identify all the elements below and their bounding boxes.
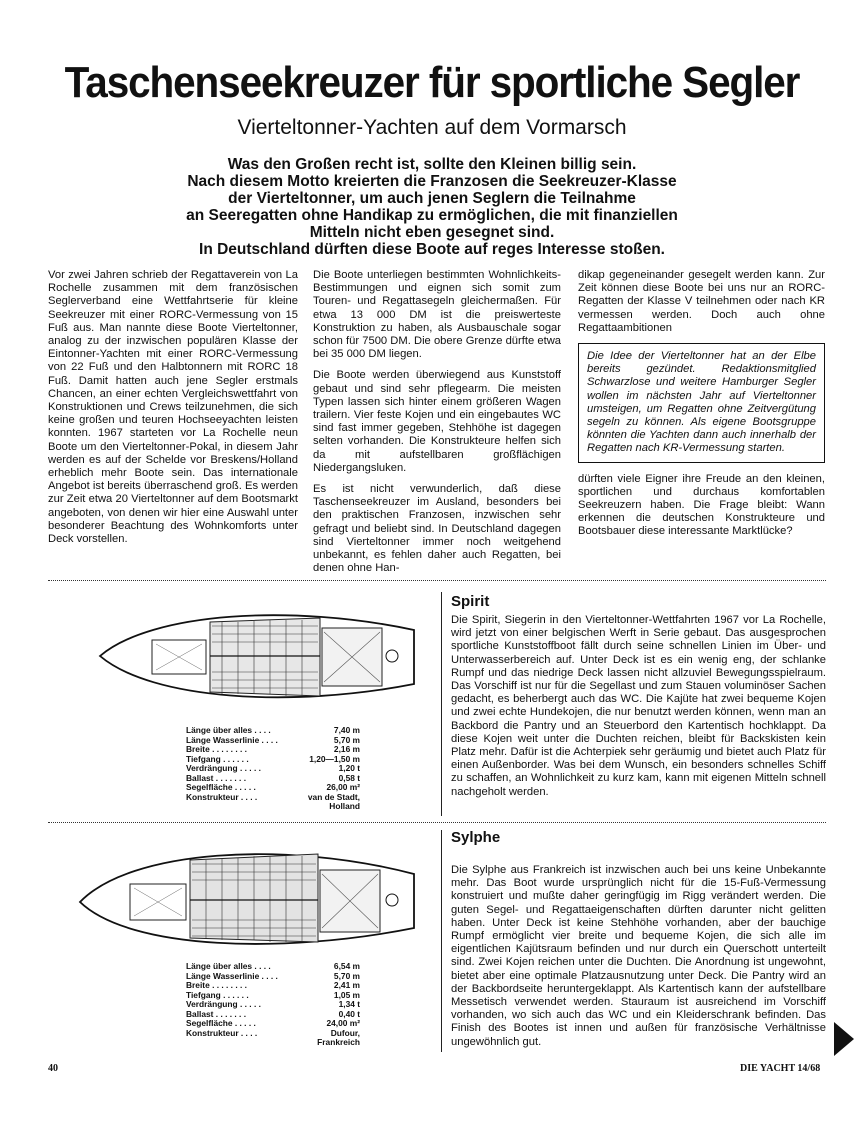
intro-line: In Deutschland dürften diese Boote auf reges Interesse stoßen. <box>199 241 665 258</box>
spec-value: Frankreich <box>317 1037 360 1047</box>
column-2 <box>313 269 561 583</box>
spec-row <box>186 755 360 765</box>
spec-label: Länge Wasserlinie . . . . <box>186 735 278 745</box>
spec-value: 5,70 m <box>333 970 360 981</box>
spec-label: Verdrängung . . . . . <box>186 764 261 773</box>
paragraph: Es ist nicht verwunderlich, daß diese Taschenseekreuzer im Ausland, besonders bei den praktischen Franzosen, inzwischen sehr gefragt und beliebt sind. In Deutschland dagegen sind Vierteltonner immer noch weitgehend unbekannt, es fehlen daher auch Regatten, bei denen ohne Han- <box>313 483 561 575</box>
page-number: 40 <box>48 1063 58 1074</box>
spec-value: Holland <box>329 801 360 811</box>
spec-value: van de Stadt, <box>307 791 360 802</box>
spec-label: Breite . . . . . . . . <box>186 981 247 990</box>
column-rule <box>441 830 442 1052</box>
spec-value: 2,41 m <box>333 980 360 990</box>
spec-value: 24,00 m² <box>326 1018 360 1028</box>
spec-value: Dufour, <box>330 1027 360 1038</box>
section-divider <box>48 580 826 581</box>
paragraph: Die Boote unterliegen bestimmten Wohnlichkeits-Bestimmungen und eignen sich somit zum Touren- und Regattasegeln gleichermaßen. Für etwa 13 000 DM ist die preiswerteste Konstruktion zu haben, als Ausbauschale sogar schon für 7500 DM. Die obere Grenze dürfte etwa bei 35 000 DM liegen. <box>313 269 561 361</box>
magazine-folio: DIE YACHT 14/68 <box>740 1063 821 1074</box>
spec-label: Segelfläche . . . . . <box>186 1019 256 1028</box>
spec-row <box>186 1038 360 1048</box>
spec-label <box>186 1038 296 1048</box>
column-rule <box>441 592 442 816</box>
headline: Taschenseekreuzer für sportliche Segler <box>64 58 800 107</box>
spec-label: Breite . . . . . . . . <box>186 745 247 754</box>
spec-label: Länge Wasserlinie . . . . <box>186 971 278 981</box>
intro-line: Mitteln nicht eben gesegnet sind. <box>309 224 555 241</box>
paragraph: dürften viele Eigner ihre Freude an den kleinen, sportlichen und durchaus komfortablen Seekreuzern haben. Die Frage bleibt: Wann erkennen die deutschen Konstrukteure und Bootsbauer diese interessante Marktlücke? <box>578 472 825 538</box>
spec-label <box>186 802 296 812</box>
spec-label: Konstrukteur . . . . <box>186 1028 258 1038</box>
intro-line: Was den Großen recht ist, sollte den Kleinen billig sein. <box>227 156 637 173</box>
spec-row <box>186 764 360 774</box>
spec-row <box>186 1000 360 1010</box>
spirit-specifications <box>186 726 360 812</box>
spec-label: Segelfläche . . . . . <box>186 783 256 792</box>
spec-label: Verdrängung . . . . . <box>186 1000 261 1009</box>
paragraph: dikap gegeneinander gesegelt werden kann. Zur Zeit können diese Boote bei uns nur an RORC-Regatten der Klasse V teilnehmen oder nach KR vermessen werden. Doch auch ohne Regattaambitionen <box>578 269 825 334</box>
spec-value: 1,05 m <box>333 989 360 1000</box>
spirit-title: Spirit <box>451 593 490 610</box>
spec-label: Ballast . . . . . . . <box>186 1009 247 1019</box>
spec-value: 2,16 m <box>333 744 360 754</box>
spec-value: 6,54 m <box>333 961 360 971</box>
spec-label: Länge über alles . . . . <box>186 726 271 735</box>
paragraph: Die Boote werden überwiegend aus Kunststoff gebaut und sind sehr pflegearm. Die meisten Typen lassen sich hinter einem größeren Wagen trailern. Vier feste Kojen und ein eingebautes WC sind fast immer gegeben, Stehhöhe ist dagegen selten vorhanden. Die Konstrukteure helfen sich da mit aufstellbaren großflächigen Niedergangsluken. <box>313 369 561 474</box>
intro-line: der Vierteltonner, um auch jenen Seglern die Teilnahme <box>228 190 636 207</box>
paragraph: Vor zwei Jahren schrieb der Regattaverein von La Rochelle zusammen mit dem französischen Seglerverband eine Wettfahrtserie für kleine Seekreuzer mit einer RORC-Vermessung von 15 Fuß aus. Man nannte diese Boote Vierteltonner, analog zu der inzwischen populären Klasse der Eintonner-Yachten mit einer RORC-Vermessung von 22 Fuß und den Halbtonnern mit RORC 18 Fuß. Damit hatten auch jene Segler erstmals Chancen, an einer echten Vergleichswettfahrt von Konstruktionen und Crews teilzunehmen, die sich keine großen und teuren Hochseeyachten leisten konnten. 1967 starteten vor La Rochelle neun Boote um den Vierteltonner-Pokal, in diesem Jahr werden es auf der Schelde vor Breskens/Holland erheblich mehr Boote sein. Das internationale Angebot ist bereits überraschend groß. Es werden zur Zeit etwa 20 Vierteltonner auf dem Bootsmarkt angeboten, von denen wir hier eine Auswahl unter besonderer Beachtung des Wohnkomforts unter Deck vorstellen. <box>48 269 298 546</box>
sylphe-title: Sylphe <box>451 829 501 846</box>
sylphe-description: Die Sylphe aus Frankreich ist inzwischen auch bei uns keine Unbekannte mehr. Das Boot wurde ursprünglich nicht für die 15-Fuß-Vermessung konstruiert und mußte daher geringfügig im Rigg verändert werden. Die guten Segel- und Regattaeigenschaften dürften darunter nicht gelitten haben. Unter Deck ist keine Stehhöhe vorhanden, aber der bauchige Rumpf ermöglicht vier breite und bequeme Kojen, die sich alle im eigentlichen Kajütsraum befinden und nur durch ein Querschott unterteilt sind. Zwei Kojen reichen unter die Duchten. Die Anordnung ist ungewohnt, bietet aber eine optimale Platzausnutzung unter Deck. Die Pantry wird an der Backbordseite heruntergeklappt. Als Kartentisch kann der aufstellbare Messetisch verwendet werden. Stauraum ist ausreichend im Vorschiff vorhanden, wo sich auch das WC und ein Kleiderschrank befinden. Das Finish des Bootes ist innen und außen für französische Verhältnisse ungewöhnlich gut. <box>451 864 826 1048</box>
spec-row <box>186 991 360 1001</box>
spec-label: Länge über alles . . . . <box>186 962 271 971</box>
spec-value: 7,40 m <box>333 725 360 735</box>
intro-line: an Seeregatten ohne Handikap zu ermöglichen, die mit finanziellen <box>186 207 678 224</box>
column-3 <box>578 269 825 547</box>
continue-arrow-icon <box>834 1022 854 1056</box>
column-1 <box>48 269 298 554</box>
spec-row <box>186 802 360 812</box>
editorial-note-box: Die Idee der Vierteltonner hat an der Elbe bereits gezündet. Redaktionsmitglied Schwarzlose und weitere Hamburger Segler wollen im nächsten Jahr auf Vierteltonner umsteigen, um Regatten ohne Zeitvergütung segeln zu können. Als eigene Bootsgruppe könnten die Yachten dann auch innerhalb der Regatten nach KR-Vermessung starten. <box>578 343 825 463</box>
intro-text <box>140 156 724 258</box>
spec-value: 0,58 t <box>338 772 360 783</box>
spec-value: 1,20 t <box>338 763 360 773</box>
section-divider <box>48 822 826 823</box>
spec-value: 1,34 t <box>338 999 360 1009</box>
spec-value: 0,40 t <box>338 1008 360 1019</box>
spirit-description: Die Spirit, Siegerin in den Vierteltonner-Wettfahrten 1967 vor La Rochelle, wird jetzt von einer belgischen Werft in Serie gebaut. Das ausgesprochen sportliche Kunststoffboot fällt durch seine schnellen Linien im Über- und Unterwasserbereich auf. Unter Deck ist es ein wenig eng, der schlanke Rumpf und das niedrige Deck lassen nicht allzuviel Bewegungsspielraum. Das Vorschiff ist nur für die Segellast und zum Stauen voluminöser Sachen gedacht, es beherbergt auch das WC. Die Kajüte hat zwei bequeme Kojen und zwei echte Hundekojen, die nur benutzt werden können, wenn man an Backbord die Pantry und an Steuerbord den Kartentisch hochklappt. Da diese Kojen weit unter die Duchten reichen, bleibt für Backskisten kein Platz mehr. Dafür ist die Achterpiek sehr geräumig und bietet auch Platz für einen Außenborder. Was bei dem Wunsch, ein besonders schnelles Schiff zu schaffen, an Wohnlichkeit zu kurz kam, kann mit eigenen Mitteln schnell nachgeholt werden. <box>451 614 826 798</box>
sylphe-deck-plan <box>74 838 420 956</box>
spec-label: Tiefgang . . . . . . <box>186 990 249 1000</box>
spec-label: Konstrukteur . . . . <box>186 792 258 802</box>
spec-label: Tiefgang . . . . . . <box>186 754 249 764</box>
spec-value: 26,00 m² <box>326 782 360 792</box>
spec-value: 5,70 m <box>333 734 360 745</box>
spec-label: Ballast . . . . . . . <box>186 773 247 783</box>
spec-value: 1,20—1,50 m <box>309 753 360 764</box>
sylphe-specifications <box>186 962 360 1048</box>
spirit-deck-plan <box>92 598 422 710</box>
intro-line: Nach diesem Motto kreierten die Franzosen die Seekreuzer-Klasse <box>187 173 677 190</box>
subheadline: Vierteltonner-Yachten auf dem Vormarsch <box>237 116 627 139</box>
